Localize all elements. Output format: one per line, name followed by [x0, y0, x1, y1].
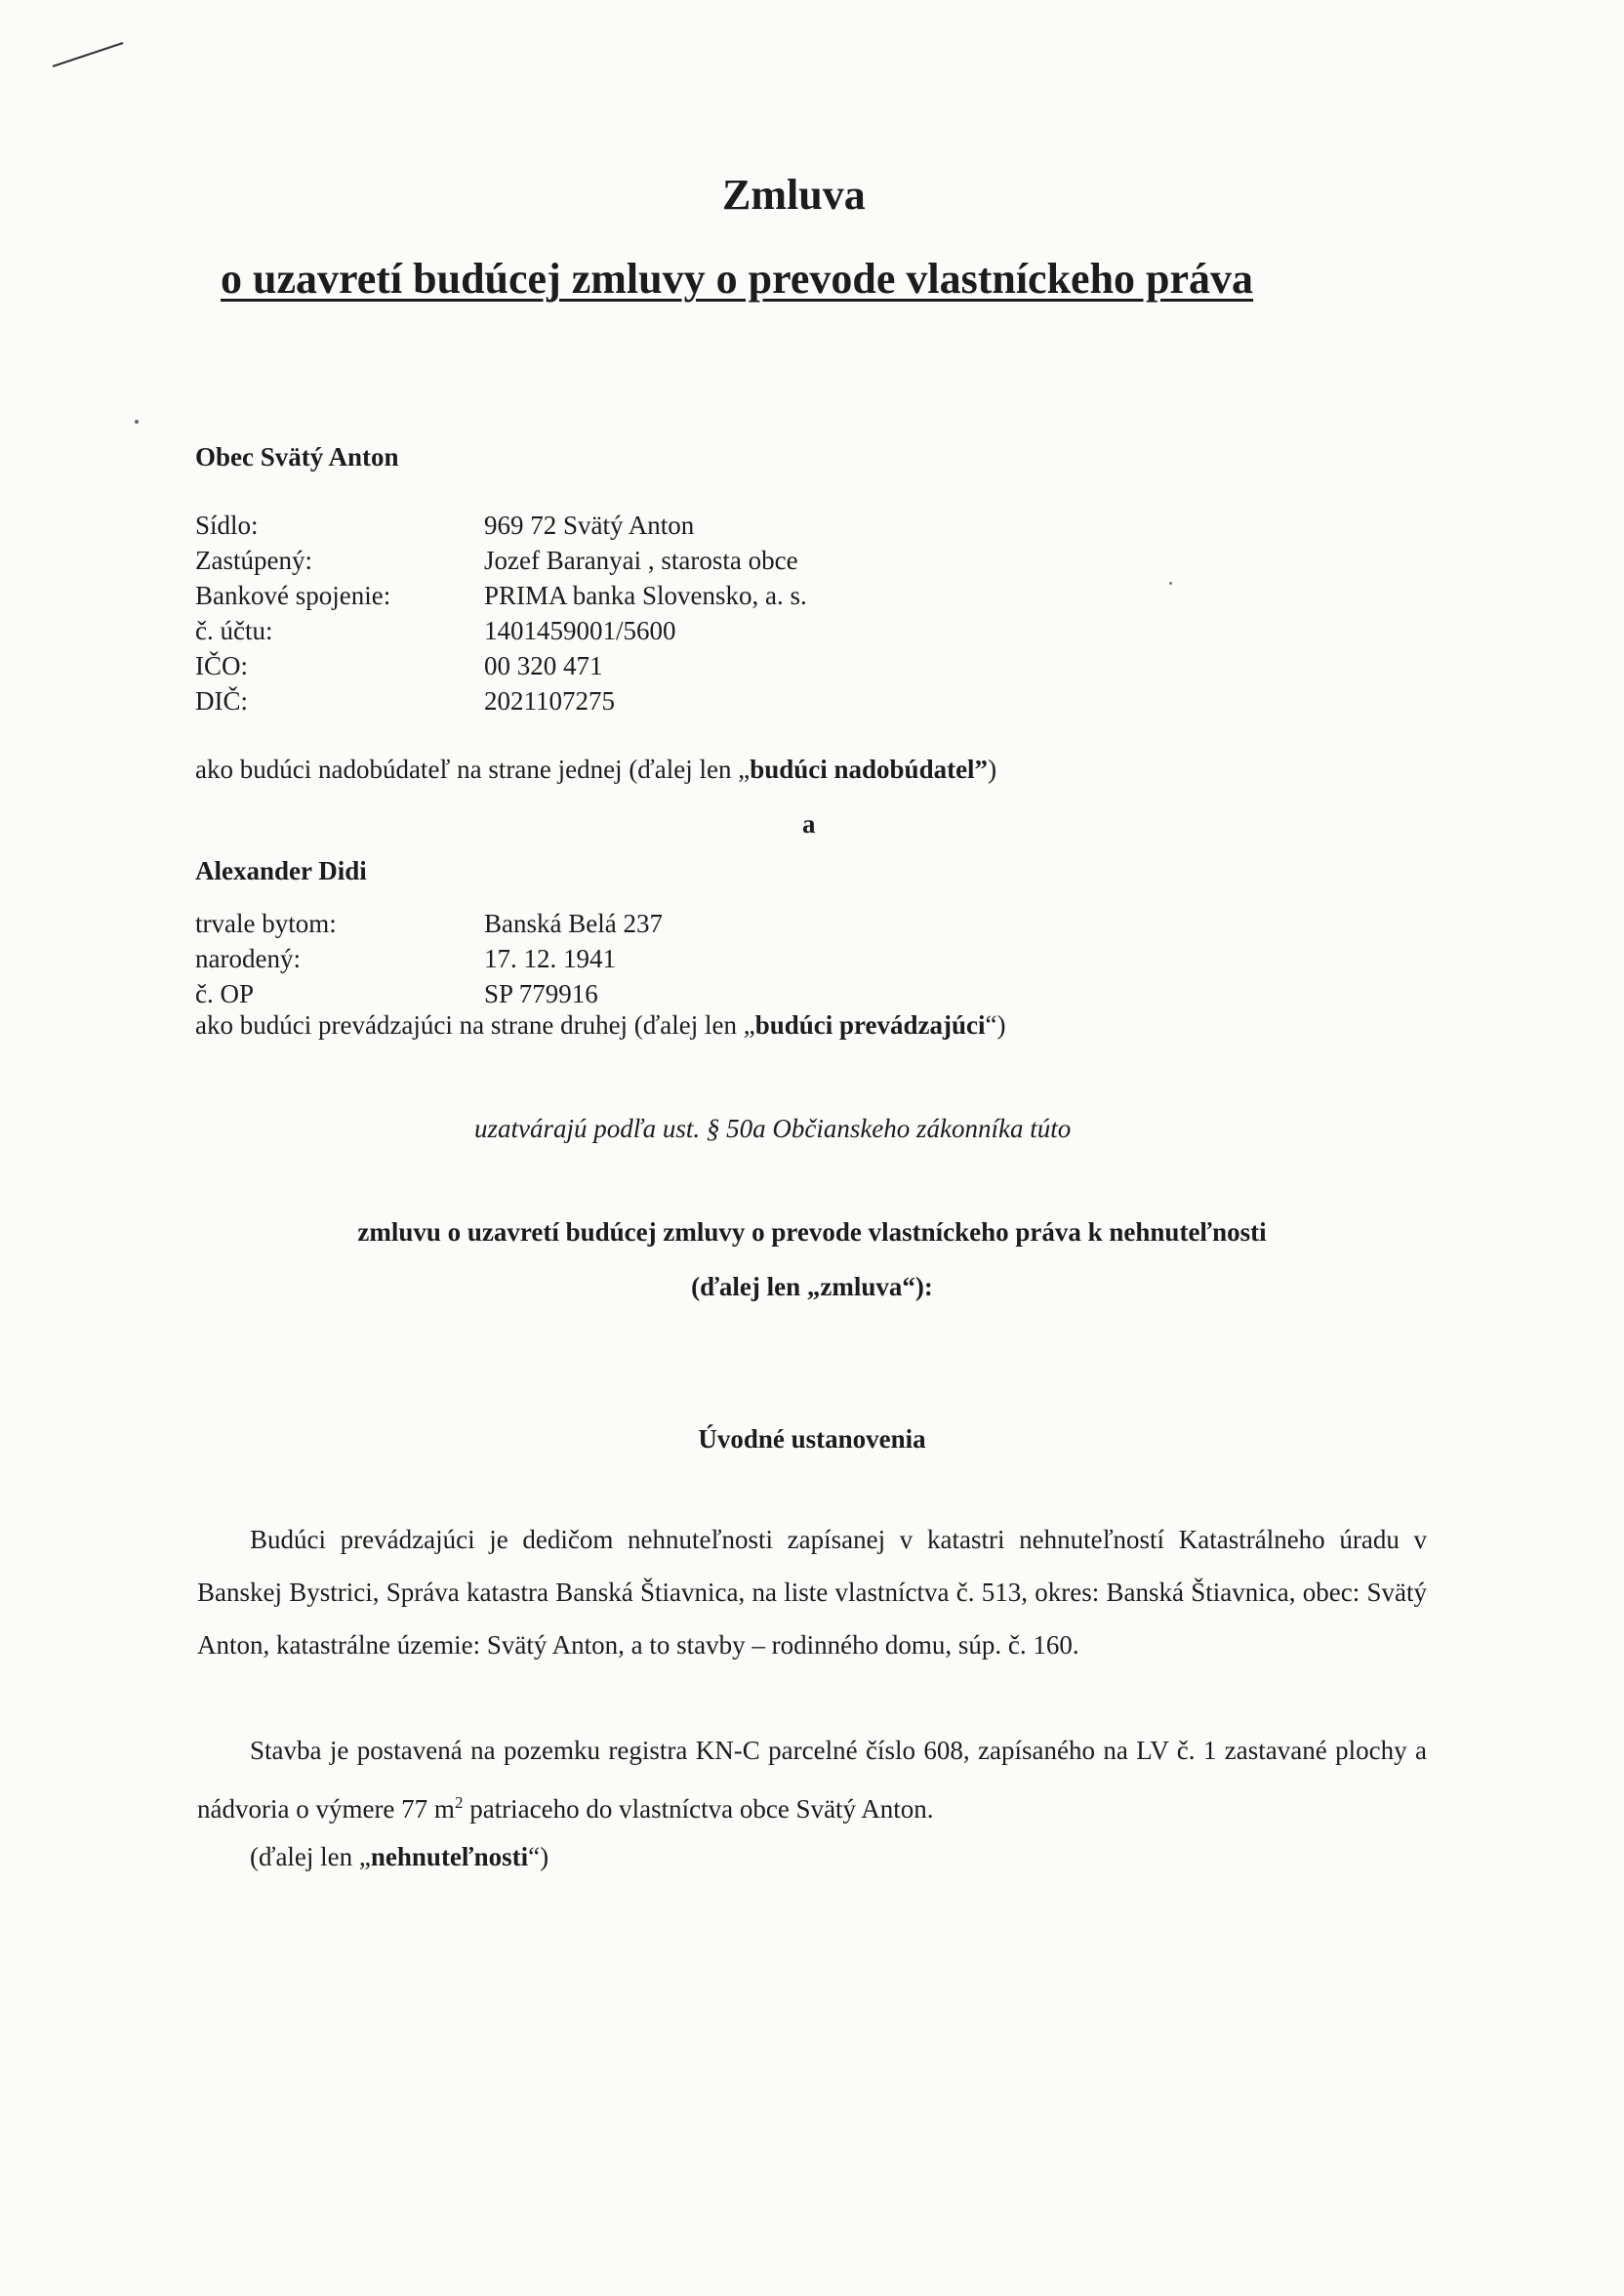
field-value: 00 320 471 [484, 651, 603, 680]
field-value: 17. 12. 1941 [484, 944, 616, 973]
field-label: Zastúpený: [195, 546, 312, 575]
party2-role: ako budúci prevádzajúci na strane druhej (ďalej len „budúci prevádzajúci“) [195, 1010, 1006, 1040]
property-alias: (ďalej len „nehnuteľnosti“) [250, 1842, 549, 1871]
section-heading: Úvodné ustanovenia [698, 1424, 926, 1454]
section-paragraph-2: Stavba je postavená na pozemku registra KN-C parcelné číslo 608, zapísaného na LV č. 1 zastavané plochy a nádvoria o výmere 77 $m^2$ patriaceho do vlastníctva obce Svätý Anton. [197, 1736, 1427, 1824]
field-value: Jozef Baranyai , starosta obce [484, 546, 798, 575]
field-label: Bankové spojenie: [195, 581, 391, 610]
contract-heading-alias: (ďalej len „zmluva“): [691, 1272, 933, 1301]
field-value: 1401459001/5600 [484, 616, 676, 645]
field-value: 2021107275 [484, 686, 615, 716]
field-label: č. účtu: [195, 616, 273, 645]
field-value: 969 72 Svätý Anton [484, 511, 695, 540]
document-title: Zmluva [722, 171, 866, 219]
field-label: DIČ: [195, 686, 248, 716]
party1-role: ako budúci nadobúdateľ na strane jednej (ďalej len „budúci nadobúdatel”) [195, 755, 997, 784]
scan-speck [1169, 582, 1172, 585]
field-label: IČO: [195, 651, 248, 680]
field-label: narodený: [195, 944, 301, 973]
pen-mark-icon [49, 37, 127, 76]
conjunction: a [802, 809, 816, 839]
contract-heading: zmluvu o uzavretí budúcej zmluvy o prevode vlastníckeho práva k nehnuteľnosti [357, 1217, 1267, 1247]
field-label: č. OP [195, 979, 254, 1008]
field-value: PRIMA banka Slovensko, a. s. [484, 581, 807, 610]
scan-speck [135, 420, 139, 424]
field-label: Sídlo: [195, 511, 259, 540]
field-value: SP 779916 [484, 979, 598, 1008]
party1-name: Obec Svätý Anton [195, 442, 399, 472]
field-value: Banská Belá 237 [484, 909, 663, 938]
document-subtitle: o uzavretí budúcej zmluvy o prevode vlastníckeho práva [221, 255, 1254, 303]
section-paragraph-1: Budúci prevádzajúci je dedičom nehnuteľnosti zapísanej v katastri nehnuteľností Katastrálneho úradu v Banskej Bystrici, Správa katastra Banská Štiavnica, na liste vlastníctva č. 513, okres: Banská Štiavnica, obec: Svätý Anton, katastrálne územie: Svätý Anton, a to stavby – rodinného domu, súp. č. 160. [197, 1525, 1427, 1660]
field-label: trvale bytom: [195, 909, 337, 938]
legal-basis: uzatvárajú podľa ust. § 50a Občianskeho zákonníka túto [474, 1114, 1072, 1143]
party2-name: Alexander Didi [195, 856, 367, 885]
